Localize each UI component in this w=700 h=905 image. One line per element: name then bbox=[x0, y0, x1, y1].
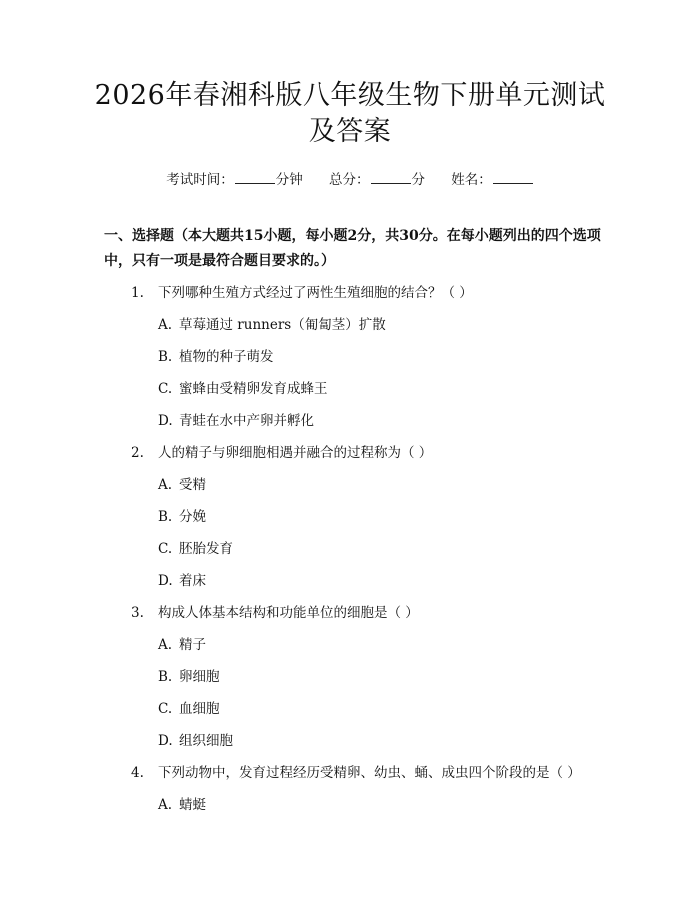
option-letter: B. bbox=[158, 669, 173, 685]
option-1a[interactable] bbox=[158, 313, 386, 333]
option-letter: B. bbox=[158, 349, 173, 365]
exam-time-label: 考试时间： bbox=[166, 172, 234, 188]
page-title: 2026年春湘科版八年级生物下册单元测试及答案 bbox=[94, 80, 606, 147]
option-2a[interactable] bbox=[158, 473, 206, 493]
exam-info-line bbox=[0, 168, 700, 188]
question-2 bbox=[131, 441, 432, 461]
option-text: 组织细胞 bbox=[179, 733, 233, 749]
option-1b[interactable] bbox=[158, 345, 274, 365]
option-letter: A. bbox=[158, 477, 173, 493]
question-1 bbox=[131, 281, 473, 301]
option-text: 青蛙在水中产卵并孵化 bbox=[179, 413, 314, 429]
option-2d[interactable] bbox=[158, 569, 206, 589]
total-score bbox=[329, 172, 425, 188]
question-text: 构成人体基本结构和功能单位的细胞是（ ） bbox=[158, 605, 419, 621]
question-number: 2. bbox=[131, 445, 144, 461]
student-name bbox=[451, 172, 534, 188]
question-text: 下列哪种生殖方式经过了两性生殖细胞的结合？（ ） bbox=[158, 285, 473, 301]
section-heading: 一、选择题（本大题共15小题，每小题2分，共30分。在每小题列出的四个选项中，只有一项是最符合题目要求的。） bbox=[104, 228, 601, 269]
option-1c[interactable] bbox=[158, 377, 328, 397]
question-number: 4. bbox=[131, 765, 144, 781]
option-2b[interactable] bbox=[158, 505, 206, 525]
question-3 bbox=[131, 601, 419, 621]
option-3c[interactable] bbox=[158, 697, 220, 717]
option-letter: D. bbox=[158, 733, 173, 749]
exam-time-blank[interactable] bbox=[235, 171, 275, 184]
total-score-unit: 分 bbox=[411, 172, 425, 188]
option-3b[interactable] bbox=[158, 665, 220, 685]
option-text: 卵细胞 bbox=[179, 669, 220, 685]
option-letter: A. bbox=[158, 637, 173, 653]
option-text: 草莓通过 runners（匍匐茎）扩散 bbox=[179, 317, 386, 333]
option-text: 蜜蜂由受精卵发育成蜂王 bbox=[179, 381, 328, 397]
option-4a[interactable] bbox=[158, 793, 206, 813]
option-text: 植物的种子萌发 bbox=[179, 349, 274, 365]
option-text: 血细胞 bbox=[179, 701, 220, 717]
option-2c[interactable] bbox=[158, 537, 233, 557]
option-letter: A. bbox=[158, 317, 173, 333]
option-1d[interactable] bbox=[158, 409, 314, 429]
question-text: 人的精子与卵细胞相遇并融合的过程称为（ ） bbox=[158, 445, 433, 461]
option-letter: C. bbox=[158, 541, 173, 557]
student-name-blank[interactable] bbox=[493, 171, 533, 184]
option-letter: A. bbox=[158, 797, 173, 813]
total-score-label: 总分： bbox=[329, 172, 370, 188]
option-text: 蜻蜓 bbox=[179, 797, 206, 813]
question-number: 1. bbox=[131, 285, 144, 301]
question-4 bbox=[131, 761, 581, 781]
option-text: 着床 bbox=[179, 573, 206, 589]
option-text: 精子 bbox=[179, 637, 206, 653]
option-text: 分娩 bbox=[179, 509, 206, 525]
exam-time bbox=[166, 172, 303, 188]
option-text: 胚胎发育 bbox=[179, 541, 233, 557]
option-letter: C. bbox=[158, 701, 173, 717]
option-letter: C. bbox=[158, 381, 173, 397]
question-text: 下列动物中，发育过程经历受精卵、幼虫、蛹、成虫四个阶段的是（ ） bbox=[158, 765, 581, 781]
option-text: 受精 bbox=[179, 477, 206, 493]
option-3d[interactable] bbox=[158, 729, 233, 749]
option-3a[interactable] bbox=[158, 633, 206, 653]
option-letter: B. bbox=[158, 509, 173, 525]
exam-time-unit: 分钟 bbox=[275, 172, 303, 188]
option-letter: D. bbox=[158, 573, 173, 589]
total-score-blank[interactable] bbox=[371, 171, 411, 184]
student-name-label: 姓名： bbox=[451, 172, 492, 188]
question-number: 3. bbox=[131, 605, 144, 621]
option-letter: D. bbox=[158, 413, 173, 429]
